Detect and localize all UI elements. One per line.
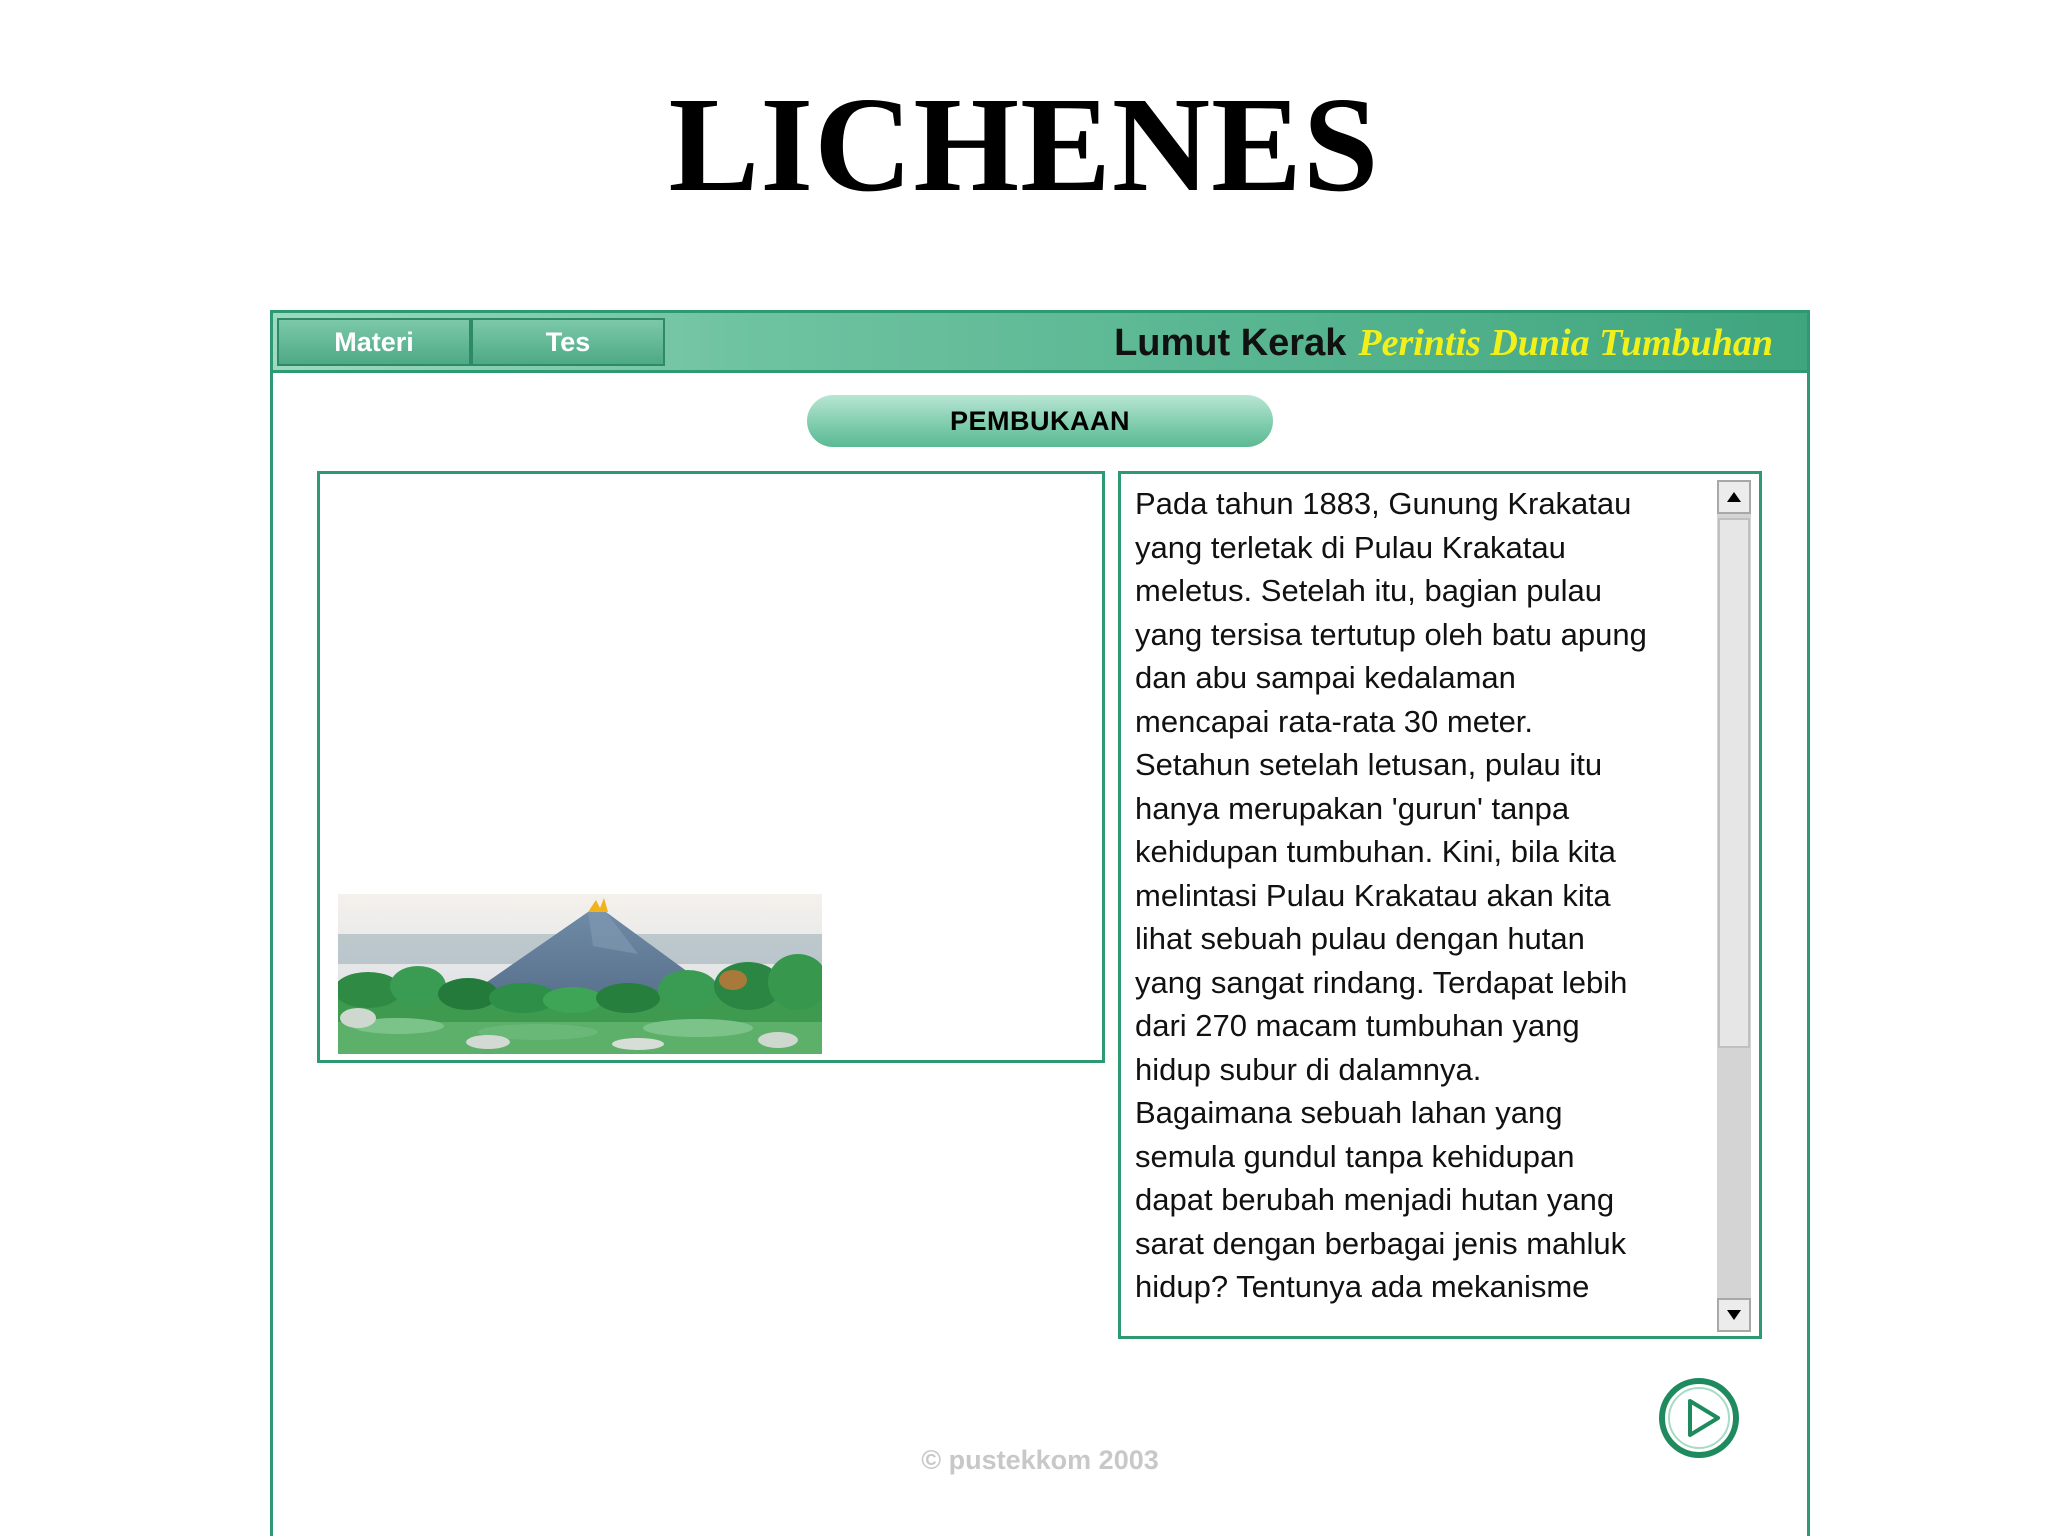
triangle-up-icon	[1726, 491, 1742, 503]
section-heading: PEMBUKAAN	[807, 395, 1273, 447]
app-window	[270, 310, 1810, 1536]
app-title-sub: Perintis Dunia Tumbuhan	[1358, 322, 1773, 364]
triangle-down-icon	[1726, 1309, 1742, 1321]
top-bar	[273, 313, 1807, 373]
nav-tab-tes[interactable]: Tes	[471, 318, 665, 366]
body-text: Pada tahun 1883, Gunung Krakatau yang terletak di Pulau Krakatau meletus. Setelah itu, bagian pulau yang tersisa tertutup oleh batu apung dan abu sampai kedalaman mencapai rata-rata 30 meter. Setahun setelah letusan, pulau itu hanya merupakan 'gurun' tanpa kehidupan tumbuhan. Kini, bila kita melintasi Pulau Krakatau akan kita lihat sebuah pulau dengan hutan yang sangat rindang. Terdapat lebih dari 270 macam tumbuhan yang hidup subur di dalamnya. Bagaimana sebuah lahan yang semula gundul tanpa kehidupan dapat berubah menjadi hutan yang sarat dengan berbagai jenis mahluk hidup? Tentunya ada mekanisme	[1135, 486, 1647, 1304]
app-title-main: Lumut Kerak	[1114, 322, 1347, 364]
text-panel[interactable]	[1118, 471, 1762, 1339]
nav-tab-materi[interactable]: Materi	[277, 318, 471, 366]
app-title	[1114, 319, 1773, 367]
slide-title: LICHENES	[668, 70, 1380, 220]
volcano-illustration	[338, 894, 822, 1054]
scrollbar[interactable]	[1717, 480, 1751, 1332]
scroll-thumb[interactable]	[1718, 518, 1750, 1048]
image-panel	[317, 471, 1105, 1063]
copyright: © pustekkom 2003	[921, 1445, 1159, 1475]
scroll-down-button[interactable]	[1717, 1298, 1751, 1332]
scroll-up-button[interactable]	[1717, 480, 1751, 514]
